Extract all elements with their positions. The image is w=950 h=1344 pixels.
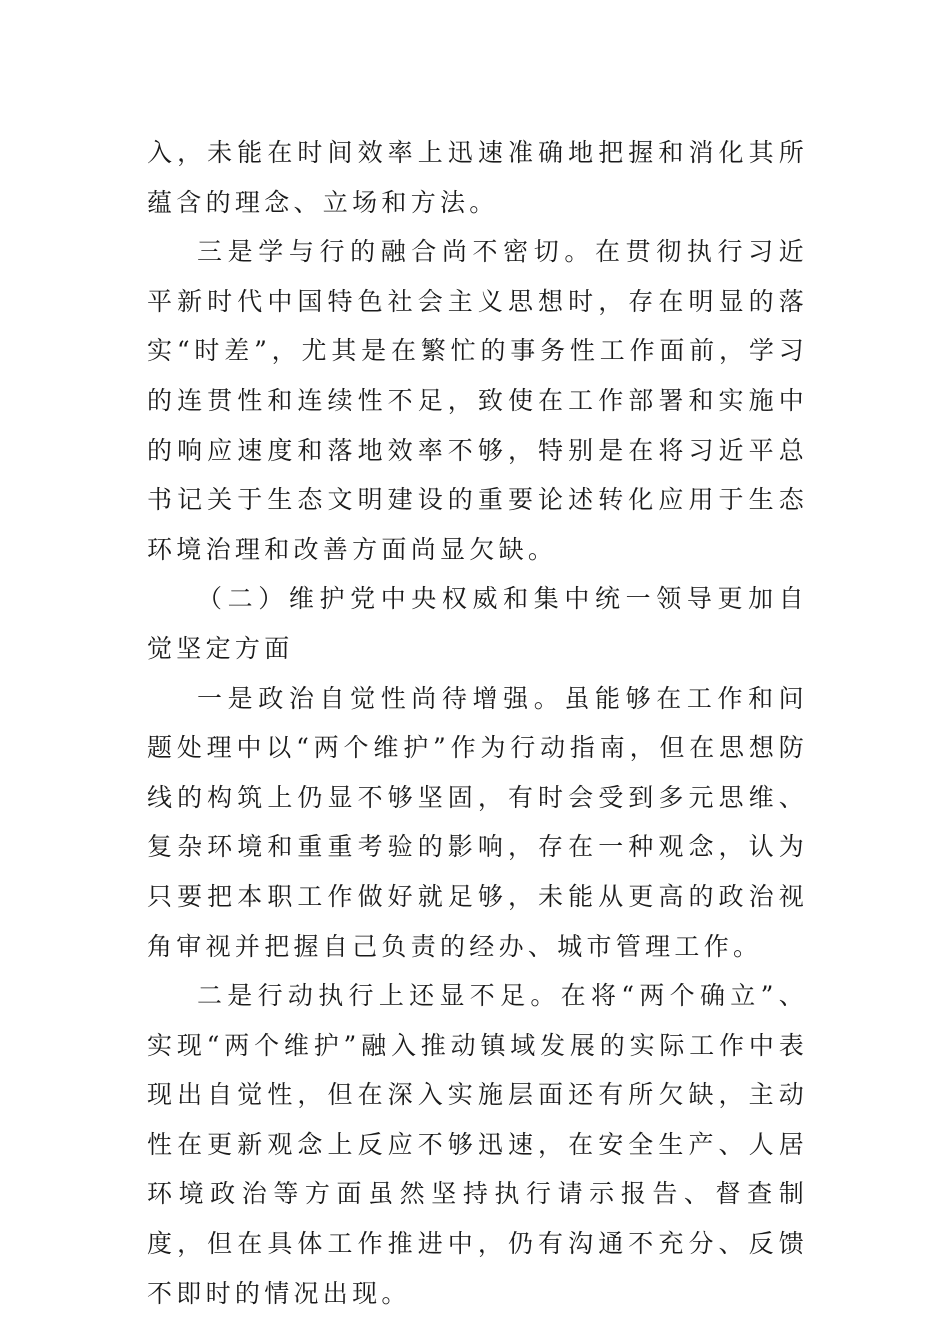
paragraph-point-two: 二是行动执行上还显不足。在将“两个确立”、实现“两个维护”融入推动镇域发展的实际工作中表现出自觉性，但在深入实施层面还有所欠缺，主动性在更新观念上反应不够迅速，在安全生产、人居环境政治等方面虽然坚持执行请示报告、督查制度，但在具体工作推进中，仍有沟通不充分、反馈不即时的情况出现。	[147, 981, 808, 1308]
paragraph-continuation: 入，未能在时间效率上迅速准确地把握和消化其所蕴含的理念、立场和方法。	[147, 138, 808, 217]
paragraph-point-one: 一是政治自觉性尚待增强。虽能够在工作和问题处理中以“两个维护”作为行动指南，但在思想防线的构筑上仍显不够坚固，有时会受到多元思维、复杂环境和重重考验的影响，存在一种观念，认为只要把本职工作做好就足够，未能从更高的政治视角审视并把握自己负责的经办、城市管理工作。	[147, 683, 808, 961]
paragraph-point-three: 三是学与行的融合尚不密切。在贯彻执行习近平新时代中国特色社会主义思想时，存在明显的落实“时差”，尤其是在繁忙的事务性工作面前，学习的连贯性和连续性不足，致使在工作部署和实施中的响应速度和落地效率不够，特别是在将习近平总书记关于生态文明建设的重要论述转化应用于生态环境治理和改善方面尚显欠缺。	[147, 237, 808, 564]
section-heading-two: （二）维护党中央权威和集中统一领导更加自觉坚定方面	[147, 584, 808, 663]
document-body	[147, 128, 808, 1318]
